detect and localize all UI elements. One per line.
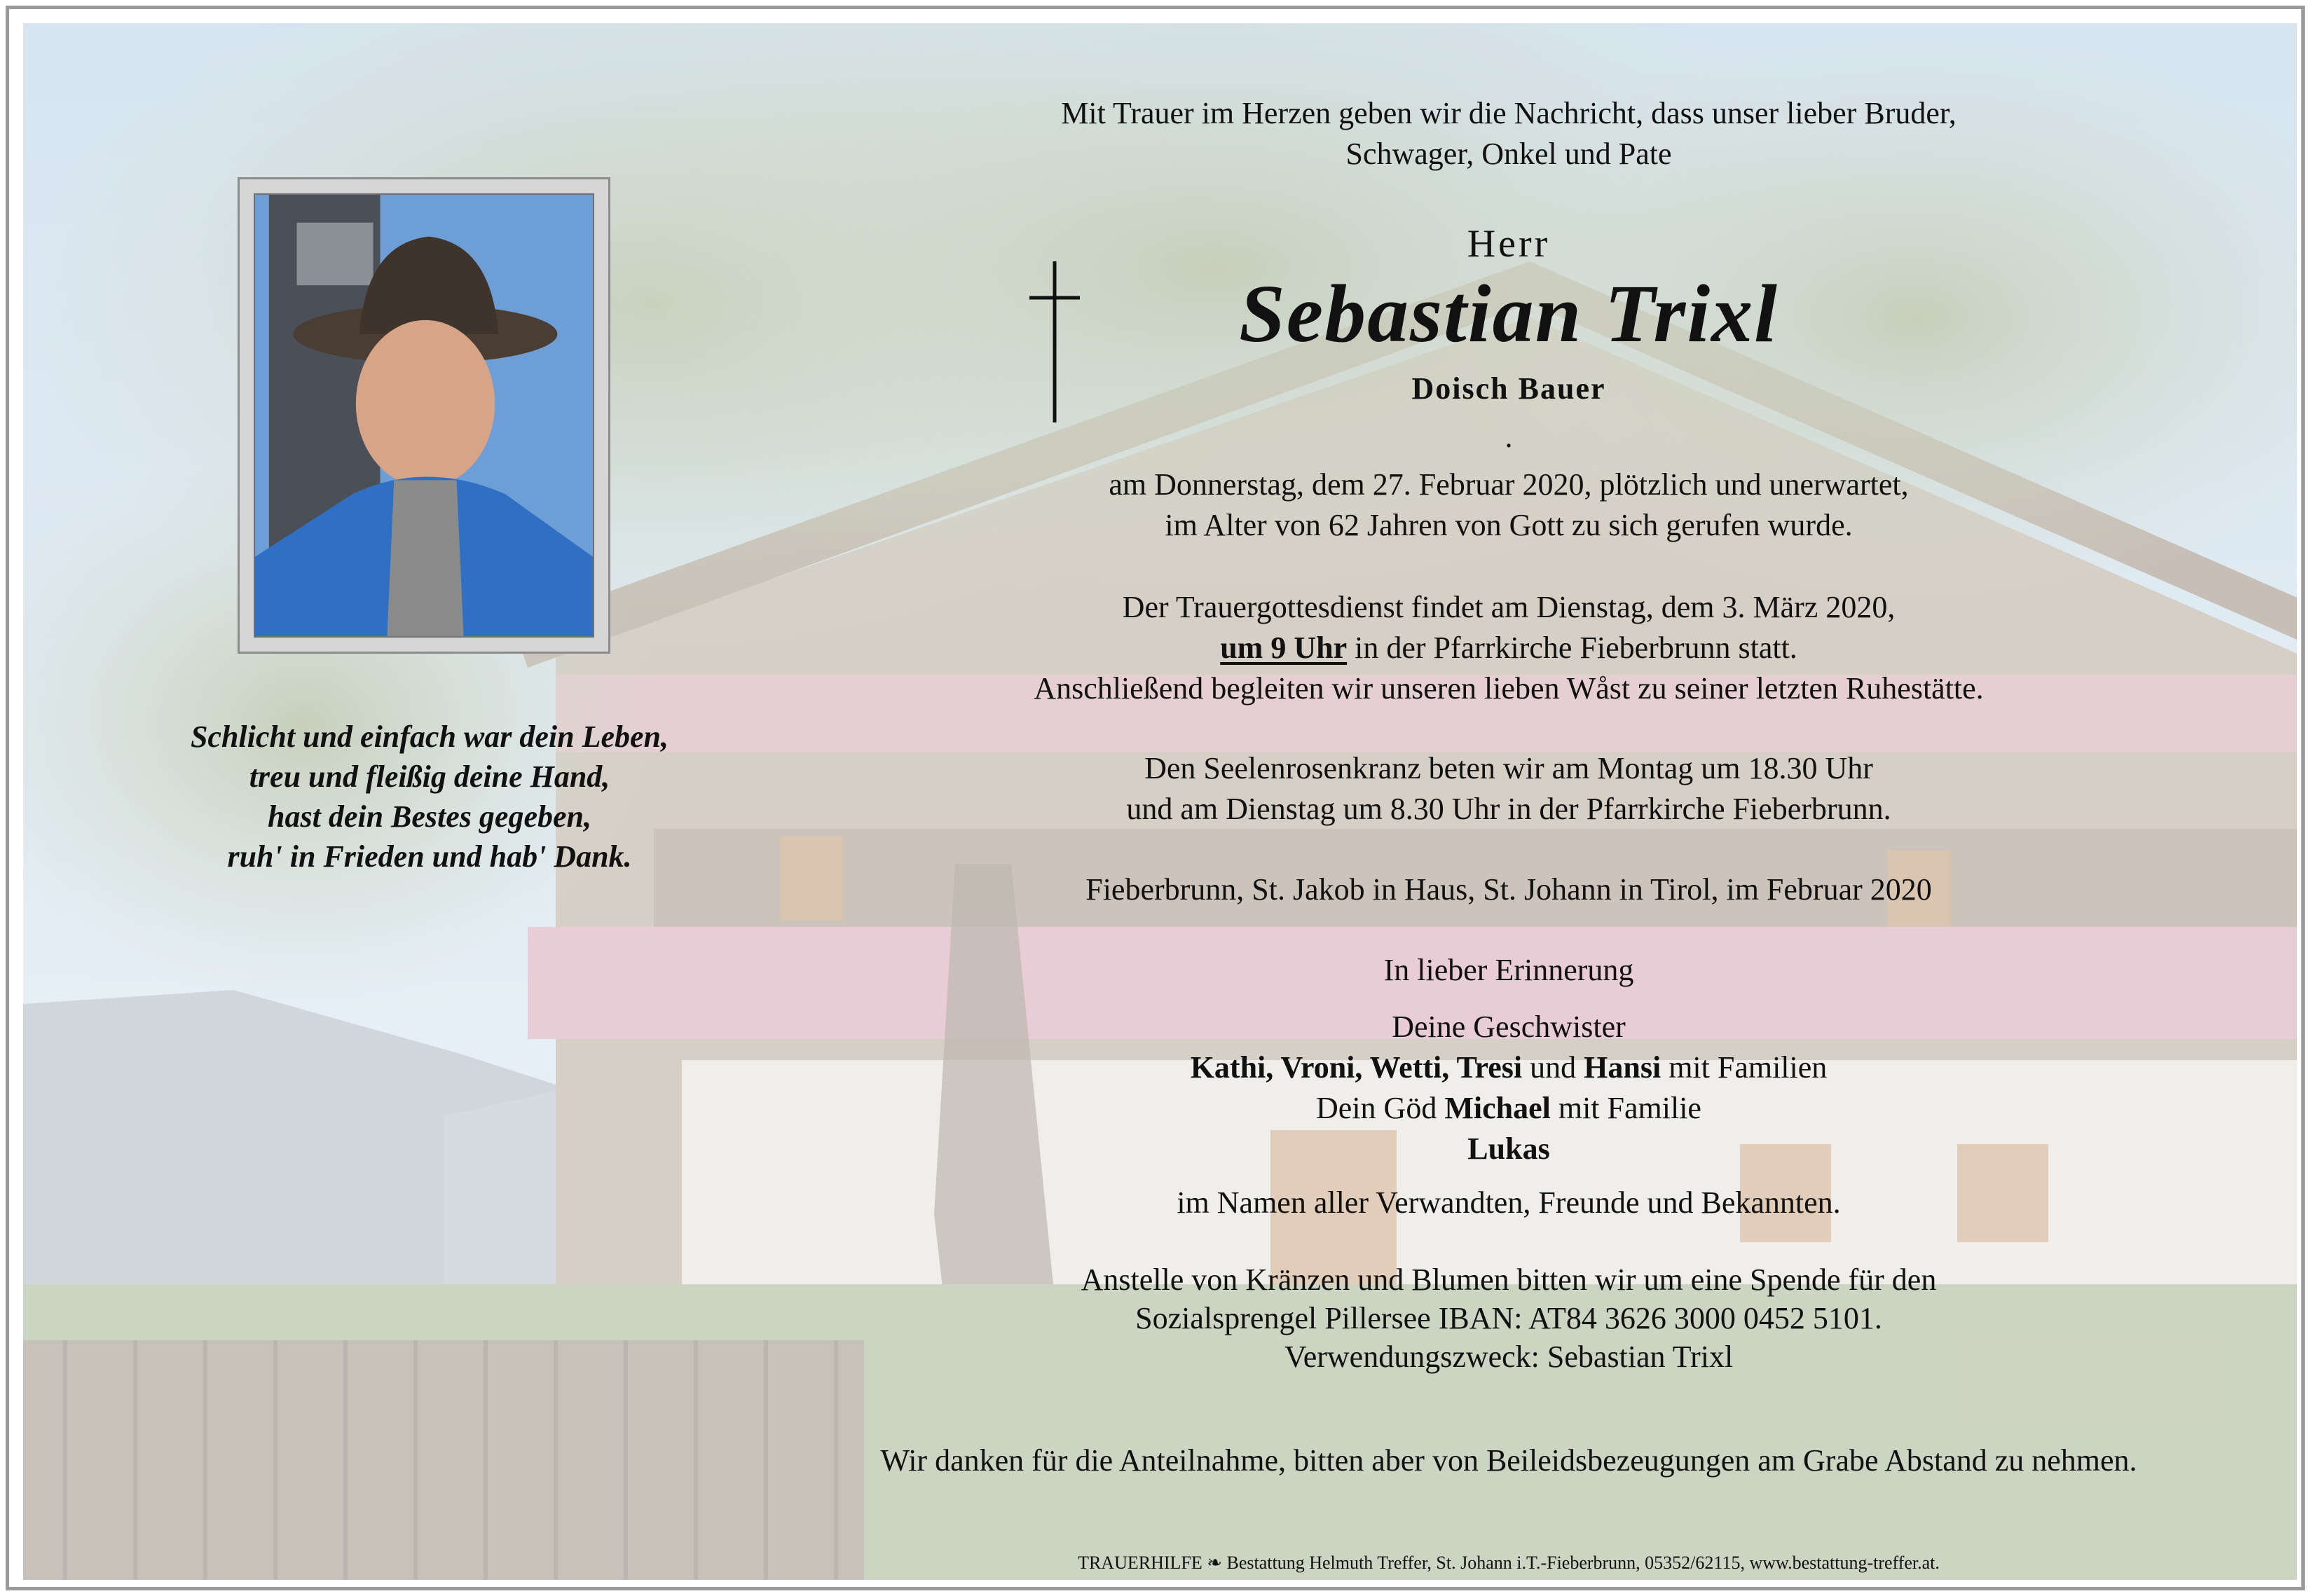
godson-prefix: Dein Göd	[1316, 1091, 1437, 1125]
siblings-line	[745, 1047, 2273, 1088]
intro-line-1: Mit Trauer im Herzen geben wir die Nachricht, dass unser lieber Bruder,	[1061, 96, 1957, 130]
portrait-frame	[238, 177, 610, 654]
donation-line-3: Verwendungszweck: Sebastian Trixl	[1284, 1340, 1734, 1374]
poem-line: hast dein Bestes gegeben,	[268, 799, 591, 834]
deceased-name: Sebastian Trixl	[1239, 268, 1779, 359]
service-place: in der Pfarrkirche Fieberbrunn statt.	[1355, 631, 1797, 665]
service-line-1: Der Trauergottesdienst findet am Dienstag, dem 3. März 2020,	[1122, 590, 1896, 624]
page-frame	[6, 6, 2305, 1590]
service-time: um 9 Uhr	[1220, 631, 1348, 665]
donation-line-2: Sozialsprengel Pillersee IBAN: AT84 3626 3000 0452 5101.	[1135, 1301, 1882, 1335]
footer-brand: TRAUERHILFE	[1078, 1553, 1202, 1573]
footer-text: Bestattung Helmuth Treffer, St. Johann i.T.-Fieberbrunn, 05352/62115, www.bestattung-treffer.at.	[1226, 1553, 1940, 1573]
lukas-line: Lukas	[1467, 1131, 1550, 1166]
poem-line: Schlicht und einfach war dein Leben,	[190, 720, 669, 754]
footer	[745, 1550, 2273, 1576]
poem-line: treu und fleißig deine Hand,	[249, 759, 610, 794]
portrait-photo	[254, 193, 594, 638]
memorial-poem	[114, 717, 745, 876]
rosary-line-1: Den Seelenrosenkranz beten wir am Montag um 18.30 Uhr	[1144, 751, 1873, 785]
memory-heading: In lieber Erinnerung	[1383, 953, 1634, 987]
service-line-2	[745, 628, 2273, 668]
donation-line-1: Anstelle von Kränzen und Blumen bitten wir um eine Spende für den	[1081, 1263, 1937, 1297]
siblings-label: Deine Geschwister	[1392, 1010, 1626, 1044]
godson-name: Michael	[1444, 1091, 1551, 1125]
separator-dot: .	[1505, 420, 1513, 454]
rosary-line-2: und am Dienstag um 8.30 Uhr in der Pfarrkirche Fieberbrunn.	[1126, 792, 1891, 826]
service-line-3: Anschließend begleiten wir unseren lieben Wåst zu seiner letzten Ruhestätte.	[1034, 671, 1984, 706]
dove-icon: ❧	[1207, 1553, 1223, 1573]
deceased-nickname: Doisch Bauer	[1411, 371, 1606, 406]
godson-suffix: mit Familie	[1558, 1091, 1701, 1125]
closing-line: im Namen aller Verwandten, Freunde und Bekannten.	[1177, 1185, 1841, 1220]
poem-line: ruh' in Frieden und hab' Dank.	[227, 839, 632, 874]
death-line-2: im Alter von 62 Jahren von Gott zu sich gerufen wurde.	[1165, 508, 1853, 542]
thanks-line: Wir danken für die Anteilnahme, bitten aber von Beileidsbezeugungen am Grabe Abstand zu nehmen.	[880, 1443, 2137, 1478]
siblings-names: Kathi, Vroni, Wetti, Tresi	[1190, 1050, 1523, 1085]
godson-line	[745, 1088, 2273, 1129]
intro-line-2: Schwager, Onkel und Pate	[1345, 137, 1672, 171]
death-line-1: am Donnerstag, dem 27. Februar 2020, plötzlich und unerwartet,	[1109, 467, 1909, 502]
honorific: Herr	[1467, 222, 1551, 266]
sibling-hansi: Hansi	[1584, 1050, 1661, 1085]
places-line: Fieberbrunn, St. Jakob in Haus, St. Johann in Tirol, im Februar 2020	[1085, 872, 1932, 907]
siblings-families: mit Familien	[1669, 1050, 1828, 1085]
siblings-and: und	[1530, 1050, 1577, 1085]
